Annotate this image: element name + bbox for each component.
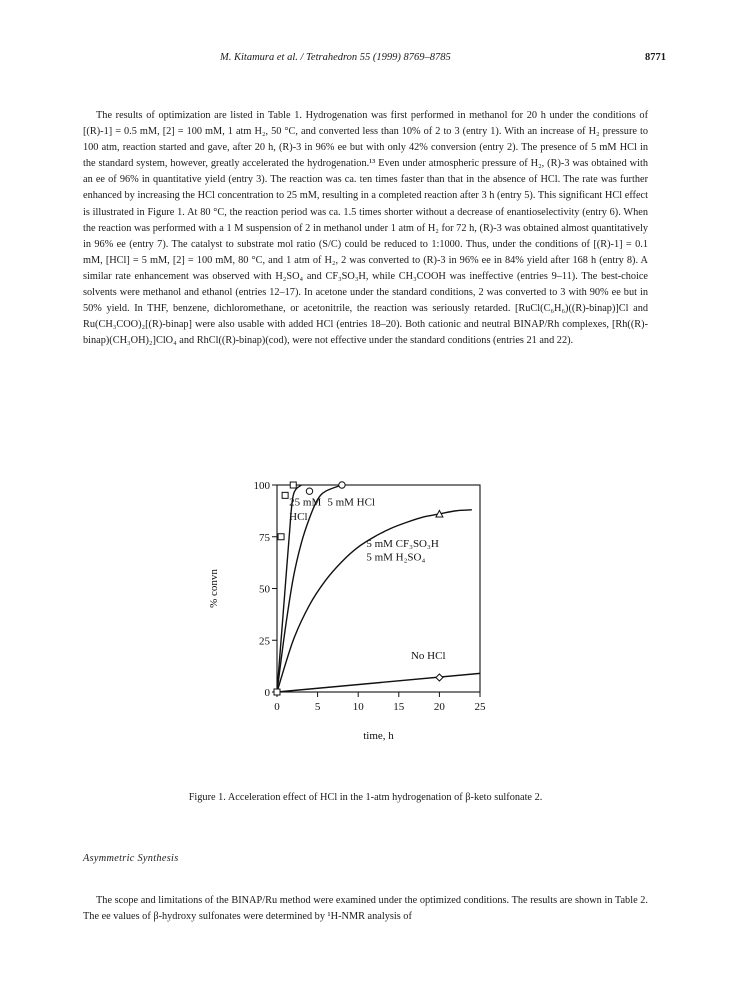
data-point-square: [282, 492, 288, 498]
series-line: [277, 673, 480, 692]
x-tick-label: 0: [274, 701, 280, 713]
data-point-square: [274, 689, 280, 695]
paragraph-2: The scope and limitations of the BINAP/Ru method were examined under the optimized conditions. The results are shown in Table 2. The ee values of β-hydroxy sulfonates were determined by ¹H-NMR analysis of: [83, 895, 648, 923]
y-tick-label: 100: [253, 480, 270, 492]
chart: [190, 476, 530, 786]
page-header: [0, 52, 731, 68]
data-point-circle: [339, 482, 345, 488]
figure-caption: Figure 1. Acceleration effect of HCl in the 1-atm hydrogenation of β-keto sulfonate 2.: [188, 792, 543, 803]
data-point-circle: [306, 488, 312, 494]
y-tick-label: 0: [264, 687, 270, 699]
y-tick-label: 25: [259, 635, 270, 648]
paragraph-1: The results of optimization are listed in Table 1. Hydrogenation was first performed in methanol for 20 h under the conditions of [(R)-1] = 0.5 mM, [2] = 100 mM, 1 atm H₂, 50 °C, and converted less than 10% of 2 to 3 (entry 1). With an increase of H₂ pressure to 100 atm, reaction started and gave, after 20 h, (R)-3 in 96% ee but with only 42% conversion (entry 2). The presence of 5 mM HCl in the standard system, however, greatly accelerated the hydrogenation.¹³ Even under atmospheric pressure of H₂, (R)-3 was obtained with an ee of 96% in quantitative yield (entry 3). The reaction was ca. ten times faster than that in the absence of HCl. The rate was further enhanced by increasing the HCl concentration to 25 mM, resulting in a completed reaction after 3 h (entry 5). This significant HCl effect is illustrated in Figure 1. At 80 °C, the reaction period was ca. 1.5 times shorter without a decrease of enantioselectivity (entry 6). When the reaction was performed with a 1 M suspension of 2 in methanol under 1 atm of H₂ for 72 h, (R)-3 was obtained almost quantitatively in 96% ee (entry 7). The catalyst to substrate mol ratio (S/C) could be reduced to 1:1000. Thus, under the conditions of [(R)-1] = 0.1 mM, [HCl] = 5 mM, [2] = 100 mM, 80 °C, and 1 atm of H₂, 2 was converted to (R)-3 in 96% ee in 84% yield after 168 h (entry 8). A similar rate enhancement was observed with H₂SO₄ and CF₃SO₃H, while CH₃COOH was ineffective (entries 9–11). The best-choice solvents were methanol and ethanol (entries 12–17). In acetone under the standard conditions, 2 was converted to 3 with 90% ee but in 50% yield. In THF, benzene, dichloromethane, or acetonitrile, the reaction was seriously retarded. [RuCl(C₆H₆)((R)-binap)]Cl and Ru(CH₃COO)₂[(R)-binap] were also usable with added HCl (entries 18–20). Both cationic and neutral BINAP/Rh complexes, [Rh((R)-binap)(CH₃OH)₂]ClO₄ and RhCl((R)-binap)(cod), were not effective under the standard conditions (entries 21 and 22).: [83, 110, 648, 347]
x-tick-label: 5: [314, 701, 321, 713]
section-heading: Asymmetric Synthesis: [83, 853, 179, 864]
y-tick-label: 50: [259, 583, 270, 596]
running-head: M. Kitamura et al. / Tetrahedron 55 (1999) 8769–8785: [220, 52, 451, 63]
body-text: [83, 108, 648, 349]
x-tick-label: 10: [352, 701, 364, 713]
data-point-diamond: [436, 674, 443, 681]
series-annotation: 25 mM: [289, 496, 322, 509]
y-tick-label: 75: [259, 531, 270, 544]
series-annotation: 5 mM H₂SO₄: [366, 551, 426, 564]
series-annotation: HCl: [289, 511, 308, 524]
data-point-square: [278, 534, 284, 540]
body-text-continued: [83, 893, 648, 925]
series-annotation: 5 mM HCl: [327, 496, 376, 509]
series-annotation: No HCl: [410, 649, 446, 662]
page-number: 8771: [645, 52, 666, 63]
x-axis-label: time, h: [363, 730, 394, 742]
x-tick-label: 25: [474, 701, 486, 713]
y-axis-label: % convn: [208, 569, 220, 608]
data-point-square: [290, 482, 296, 488]
x-tick-label: 15: [393, 701, 405, 713]
x-tick-label: 20: [433, 701, 445, 713]
series-annotation: 5 mM CF₃SO₃H: [366, 538, 439, 551]
figure-1: [190, 476, 530, 816]
